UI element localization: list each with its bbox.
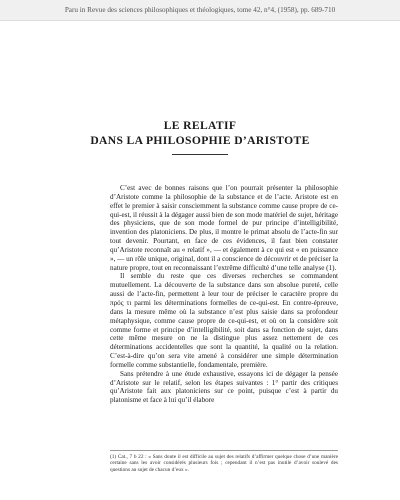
title-line-1: LE RELATIF bbox=[163, 119, 237, 132]
paragraph-1: C’est avec de bonnes raisons que l’on pourrait présenter la philosophie d’Aristote comme la philosophie de la substance et de l’acte. Aristote est en effet le premier à saisir consciemment la substance comme cause propre de ce-qui-est, il réussit à la dégager aussi bien de son mode matériel de sujet, héritage des physiciens, que de son mode formel de pur principe d’intelligibilité, invention des platoniciens. De plus, il montre le primat absolu de l’acte-fin sur tout devenir. Pourtant, en face de ces évidences, il faut bien constater qu’Aristote reconnaît au « relatif », — et également à ce qui est « en puissance », — un rôle unique, original, dont il a conscience de découvrir et de préciser la nature propre, tout en reconnaissant l’extrême difficulté d’une telle analyse (1). bbox=[110, 184, 338, 272]
paragraph-2: Il semble du reste que ces diverses recherches se commandent mutuellement. La découverte de la substance dans son absolue pureté, celle aussi de l’acte-fin, permettent à leur tour de préciser le caractère propre du πρός τι parmi les déterminations formelles de ce-qui-est. En contre-épreuve, dans la mesure même où la substance n’est plus saisie dans sa profondeur métaphysique, comme cause propre de ce-qui-est, et où on la considère soit comme forme et principe d’intelligibilité, soit dans sa fonction de sujet, dans cette même mesure on ne la distingue plus assez nettement de ces déterminations accidentelles que sont la quantité, la qualité ou la relation. C’est-à-dire qu’on sera vite amené à considérer une simple détermination formelle comme substantielle, fondamentale, première. bbox=[110, 272, 338, 369]
title-line-2: DANS LA PHILOSOPHIE D’ARISTOTE bbox=[90, 134, 310, 147]
citation-header: Paru in Revue des sciences philosophiques et théologiques, tome 42, n°4, (1958), pp. 689-710 bbox=[0, 0, 400, 21]
article-body bbox=[110, 184, 338, 405]
paragraph-3: Sans prétendre à une étude exhaustive, essayons ici de dégager la pensée d’Aristote sur le relatif, selon les étapes suivantes : 1° partir des critiques qu’Aristote fait aux platoniciens sur ce point, puisque c’est à partir du platonisme et face à lui qu’il élabore bbox=[110, 369, 338, 405]
footnote: (1) Cat., 7 b 22 : « Sans doute il est difficile au sujet des relatifs d’affirmer quelque chose d’une manière certaine sans les avoir considérés plusieurs fois ; cependant il n’est pas inutile d’avoir soulevé des questions au sujet de chacun d’eux ». bbox=[110, 454, 338, 473]
title-divider bbox=[172, 154, 228, 155]
article-title bbox=[0, 118, 400, 155]
footnote-divider bbox=[110, 450, 338, 451]
